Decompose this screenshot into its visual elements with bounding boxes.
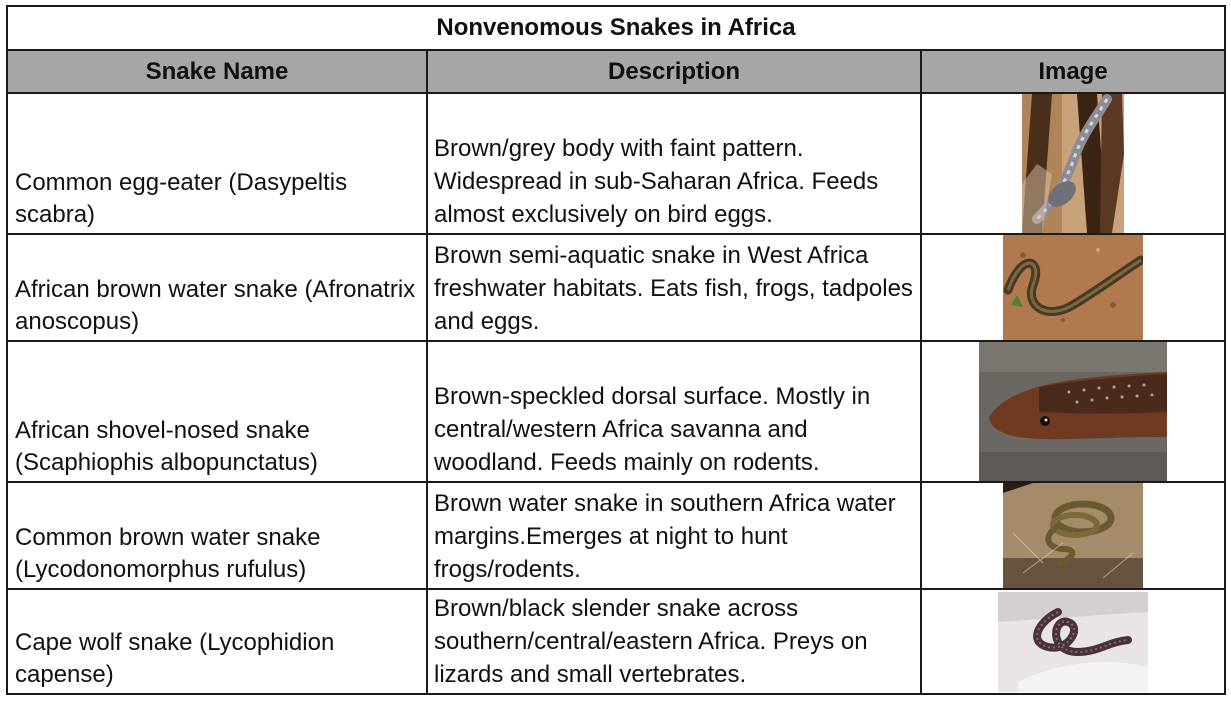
header-snake-name: Snake Name: [7, 50, 427, 93]
snake-description-cell: Brown-speckled dorsal surface. Mostly in central/western Africa savanna and woodland. Feeds mainly on rodents.: [427, 341, 921, 482]
snake-photo-icon: [979, 342, 1167, 481]
snake-name-cell: Cape wolf snake (Lycophidion capense): [7, 589, 427, 694]
snake-name-cell: African brown water snake (Afronatrix anoscopus): [7, 234, 427, 341]
snake-photo-icon: [998, 592, 1148, 692]
snake-image-cell: [921, 589, 1225, 694]
table-row: [7, 93, 1225, 234]
header-row: [7, 50, 1225, 93]
snake-photo-icon: [1003, 235, 1143, 340]
snake-photo-icon: [1022, 94, 1124, 233]
snake-image-cell: [921, 341, 1225, 482]
snake-photo-icon: [1003, 483, 1143, 588]
snake-description-cell: Brown/grey body with faint pattern. Widespread in sub-Saharan Africa. Feeds almost exclusively on bird eggs.: [427, 93, 921, 234]
header-description: Description: [427, 50, 921, 93]
snakes-table: [6, 5, 1226, 695]
snake-name-cell: Common egg-eater (Dasypeltis scabra): [7, 93, 427, 234]
table-row: [7, 234, 1225, 341]
snake-description-cell: Brown water snake in southern Africa water margins.Emerges at night to hunt frogs/rodents.: [427, 482, 921, 589]
snake-name-cell: Common brown water snake (Lycodonomorphus rufulus): [7, 482, 427, 589]
snake-description-cell: Brown semi-aquatic snake in West Africa freshwater habitats. Eats fish, frogs, tadpoles and eggs.: [427, 234, 921, 341]
table-row: [7, 341, 1225, 482]
snake-image-cell: [921, 93, 1225, 234]
snake-table-sheet: [6, 5, 1224, 706]
snake-image-cell: [921, 234, 1225, 341]
snake-description-cell: Brown/black slender snake across southern/central/eastern Africa. Preys on lizards and small vertebrates.: [427, 589, 921, 694]
table-row: [7, 589, 1225, 694]
table-row: [7, 482, 1225, 589]
snake-image-cell: [921, 482, 1225, 589]
table-title: Nonvenomous Snakes in Africa: [7, 6, 1225, 50]
header-image: Image: [921, 50, 1225, 93]
snake-name-cell: African shovel-nosed snake (Scaphiophis albopunctatus): [7, 341, 427, 482]
